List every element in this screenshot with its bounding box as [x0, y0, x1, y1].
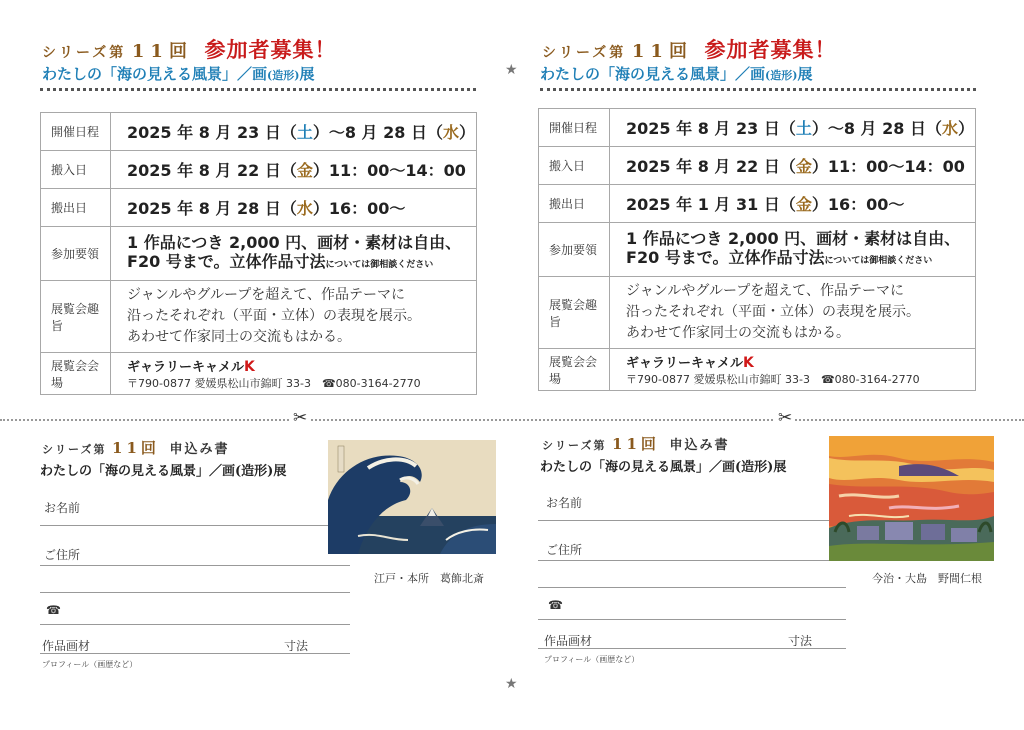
subtitle-paren: (造形)	[267, 69, 300, 82]
form-title: 申込み書	[669, 438, 730, 453]
cut-line	[0, 419, 1024, 421]
form-series-label: シリーズ第	[542, 439, 607, 452]
size-label: 寸法	[788, 634, 813, 648]
form-left-subtitle: わたしの「海の見える風景」／画(造形)展	[40, 464, 287, 479]
row-carry-out	[539, 185, 976, 223]
label-purpose: 展覧会趣旨	[539, 277, 610, 349]
row-purpose	[41, 281, 477, 353]
form-series-number: 11回	[112, 439, 160, 457]
profile-label: プロフィール（画歴など）	[544, 655, 640, 664]
poster-left-subtitle	[42, 63, 314, 84]
value-carry-in: 2025 年 8 月 22 日（金）11：00〜14：00	[111, 151, 477, 189]
row-requirements	[41, 227, 477, 281]
phone-icon: ☎	[548, 598, 563, 612]
size-label: 寸法	[284, 639, 309, 653]
label-purpose: 展覧会趣旨	[41, 281, 111, 353]
row-period	[41, 113, 477, 151]
scissors-icon: ✂	[290, 408, 310, 428]
name-label: お名前	[44, 501, 81, 515]
address-input-line-2[interactable]	[538, 587, 846, 588]
row-carry-in	[41, 151, 477, 189]
label-carry-in: 搬入日	[41, 151, 111, 189]
address-label: ご住所	[546, 543, 583, 557]
weekday-wed: 水	[941, 119, 958, 138]
value-venue	[111, 353, 477, 395]
row-carry-in	[539, 147, 976, 185]
form-right-header	[542, 433, 730, 454]
artwork-oshima-painting	[829, 436, 994, 561]
star-icon: ★	[505, 676, 518, 692]
weekday-fri: 金	[795, 157, 812, 176]
recruit-title: 参加者募集！	[704, 37, 837, 62]
value-purpose: ジャンルやグループを超えて、作品テーマに 沿ったそれぞれ（平面・立体）の表現を展示。 あわせて作家同士の交流もはかる。	[111, 281, 477, 353]
value-requirements: 1 作品につき 2,000 円、画材・素材は自由、 F20 号まで。立体作品寸法については御相談ください	[111, 227, 477, 281]
value-period: 2025 年 8 月 23 日（土）〜8 月 28 日（水）	[610, 109, 976, 147]
material-input-line[interactable]	[40, 653, 350, 654]
label-period: 開催日程	[41, 113, 111, 151]
poster-right-subtitle	[540, 63, 812, 84]
weekday-sat: 土	[296, 123, 313, 142]
label-period: 開催日程	[539, 109, 610, 147]
label-requirements: 参加要領	[41, 227, 111, 281]
address-label: ご住所	[44, 548, 81, 562]
form-series-label: シリーズ第	[42, 443, 107, 456]
subtitle-main: わたしの「海の見える風景」／画	[42, 65, 268, 83]
venue-address: 〒790-0877 愛媛県松山市錦町 33-3	[626, 372, 810, 386]
venue-phone: ☎080-3164-2770	[321, 376, 421, 390]
artwork-caption: 今治・大島 野間仁根	[872, 572, 982, 585]
subtitle-end: 展	[797, 65, 813, 83]
row-requirements	[539, 223, 976, 277]
label-requirements: 参加要領	[539, 223, 610, 277]
artwork-caption: 江戸・本所 葛飾北斎	[374, 572, 484, 585]
value-requirements: 1 作品につき 2,000 円、画材・素材は自由、 F20 号まで。立体作品寸法については御相談ください	[610, 223, 976, 277]
weekday-fri: 金	[296, 161, 313, 180]
oshima-painting-image	[829, 436, 994, 561]
form-right-subtitle: わたしの「海の見える風景」／画(造形)展	[540, 460, 787, 475]
subtitle-main: わたしの「海の見える風景」／画	[540, 65, 766, 83]
gallery-name: ギャラリーキャメルK	[127, 358, 255, 375]
poster-right-info-table	[538, 108, 976, 391]
value-carry-out: 2025 年 8 月 28 日（水）16：00〜	[111, 189, 477, 227]
recruit-title: 参加者募集！	[204, 37, 337, 62]
address-input-line[interactable]	[538, 560, 846, 561]
label-carry-out: 搬出日	[539, 185, 610, 223]
dotted-divider	[540, 88, 976, 91]
name-input-line[interactable]	[40, 525, 350, 526]
row-period	[539, 109, 976, 147]
form-series-number: 11回	[612, 435, 660, 453]
row-carry-out	[41, 189, 477, 227]
phone-input-line[interactable]	[538, 619, 846, 620]
series-number: 11回	[631, 41, 693, 62]
row-venue	[539, 349, 976, 391]
poster-left-header	[42, 34, 337, 64]
weekday-fri: 金	[795, 195, 812, 214]
form-title: 申込み書	[169, 442, 230, 457]
venue-address: 〒790-0877 愛媛県松山市錦町 33-3	[127, 376, 311, 390]
series-label: シリーズ第	[42, 45, 127, 61]
row-venue	[41, 353, 477, 395]
subtitle-end: 展	[299, 65, 315, 83]
form-left-header	[42, 437, 230, 458]
label-carry-out: 搬出日	[41, 189, 111, 227]
weekday-wed: 水	[296, 199, 313, 218]
dotted-divider	[40, 88, 476, 91]
great-wave-image	[328, 440, 496, 554]
material-input-line[interactable]	[538, 648, 846, 649]
scissors-icon: ✂	[775, 408, 795, 428]
value-period: 2025 年 8 月 23 日（土）〜8 月 28 日（水）	[111, 113, 477, 151]
gallery-name: ギャラリーキャメルK	[626, 354, 754, 371]
series-label: シリーズ第	[542, 45, 627, 61]
star-icon: ★	[505, 62, 518, 78]
value-carry-out: 2025 年 1 月 31 日（金）16：00〜	[610, 185, 976, 223]
venue-phone: ☎080-3164-2770	[820, 372, 920, 386]
subtitle-paren: (造形)	[765, 69, 798, 82]
artwork-great-wave	[328, 440, 496, 554]
name-input-line[interactable]	[538, 520, 846, 521]
weekday-wed: 水	[442, 123, 459, 142]
label-carry-in: 搬入日	[539, 147, 610, 185]
label-venue: 展覧会会場	[539, 349, 610, 391]
profile-label: プロフィール（画歴など）	[42, 660, 138, 669]
row-purpose	[539, 277, 976, 349]
series-number: 11回	[131, 41, 193, 62]
phone-input-line[interactable]	[40, 624, 350, 625]
phone-icon: ☎	[46, 603, 61, 617]
poster-left-info-table	[40, 112, 477, 395]
value-purpose: ジャンルやグループを超えて、作品テーマに 沿ったそれぞれ（平面・立体）の表現を展示。 あわせて作家同士の交流もはかる。	[610, 277, 976, 349]
material-label: 作品画材	[42, 639, 91, 653]
name-label: お名前	[546, 496, 583, 510]
address-input-line-2[interactable]	[40, 592, 350, 593]
material-label: 作品画材	[544, 634, 593, 648]
label-venue: 展覧会会場	[41, 353, 111, 395]
value-carry-in: 2025 年 8 月 22 日（金）11：00〜14：00	[610, 147, 976, 185]
value-venue	[610, 349, 976, 391]
address-input-line[interactable]	[40, 565, 350, 566]
weekday-sat: 土	[795, 119, 812, 138]
poster-right-header	[542, 34, 837, 64]
